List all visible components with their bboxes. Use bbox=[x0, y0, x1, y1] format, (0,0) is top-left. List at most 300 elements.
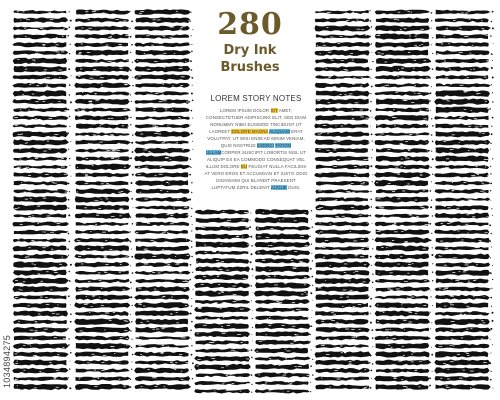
brush-speck bbox=[371, 43, 372, 44]
brush-gap bbox=[79, 52, 82, 53]
brush-gap bbox=[450, 305, 454, 306]
brush-stroke bbox=[376, 245, 429, 251]
brush-gap bbox=[466, 215, 469, 216]
brush-gap bbox=[209, 342, 213, 343]
brush-speck bbox=[372, 346, 373, 347]
brush-stroke bbox=[376, 319, 431, 325]
brush-speck bbox=[370, 256, 372, 258]
brush-stroke bbox=[254, 348, 308, 354]
brush-stroke bbox=[374, 376, 429, 382]
brush-speck bbox=[70, 361, 71, 362]
brush-gap bbox=[17, 59, 19, 60]
brush-gap bbox=[484, 296, 485, 297]
brush-gap bbox=[81, 110, 85, 111]
brush-gap bbox=[177, 142, 178, 143]
brush-speck bbox=[310, 391, 311, 392]
brush-stroke bbox=[254, 356, 310, 361]
brush-gap bbox=[411, 362, 414, 363]
brush-gap bbox=[426, 142, 427, 143]
brush-gap bbox=[233, 301, 237, 302]
brush-speck bbox=[190, 386, 191, 387]
brush-stroke bbox=[134, 384, 190, 390]
brush-gap bbox=[89, 102, 92, 103]
brush-gap bbox=[162, 232, 166, 233]
brush-gap bbox=[388, 345, 390, 346]
brush-gap bbox=[90, 231, 91, 232]
brush-gap bbox=[459, 378, 463, 379]
brush-gap bbox=[93, 69, 96, 70]
brush-gap bbox=[327, 12, 330, 13]
brush-gap bbox=[457, 208, 460, 209]
brush-gap bbox=[56, 37, 58, 38]
brush-stroke bbox=[316, 261, 371, 268]
brush-gap bbox=[116, 19, 119, 20]
brush-gap bbox=[270, 210, 271, 211]
brush-gap bbox=[42, 232, 43, 233]
brush-gap bbox=[203, 276, 206, 277]
brush-stroke bbox=[316, 90, 370, 96]
brush-gap bbox=[19, 149, 21, 150]
brush-gap bbox=[410, 297, 414, 298]
brush-gap bbox=[165, 158, 169, 159]
brush-gap bbox=[270, 245, 273, 246]
brush-speck bbox=[130, 296, 132, 298]
brush-stroke bbox=[75, 164, 130, 171]
brush-stroke bbox=[14, 66, 67, 72]
brush-gap bbox=[117, 281, 119, 282]
brush-gap bbox=[147, 369, 149, 370]
brush-gap bbox=[161, 328, 164, 329]
brush-gap bbox=[20, 109, 21, 110]
brush-gap bbox=[321, 378, 322, 379]
brush-gap bbox=[231, 350, 234, 351]
brush-gap bbox=[89, 101, 93, 102]
brush-stroke bbox=[134, 58, 190, 63]
brush-speck bbox=[131, 321, 132, 322]
brush-gap bbox=[351, 109, 353, 110]
brush-gap bbox=[285, 349, 286, 350]
brush-gap bbox=[263, 212, 264, 213]
brush-gap bbox=[393, 117, 397, 118]
brush-speck bbox=[370, 313, 371, 314]
brush-gap bbox=[61, 158, 64, 159]
brush-gap bbox=[20, 290, 22, 291]
brush-stroke bbox=[12, 222, 69, 227]
brush-gap bbox=[445, 78, 448, 79]
brush-stroke bbox=[434, 287, 491, 292]
highlighted-text: EU bbox=[240, 164, 248, 169]
brush-speck bbox=[191, 77, 193, 79]
brush-stroke bbox=[136, 107, 190, 112]
brush-speck bbox=[492, 279, 493, 280]
brush-speck bbox=[491, 53, 493, 55]
brush-gap bbox=[411, 354, 413, 355]
brush-gap bbox=[136, 78, 138, 79]
brush-gap bbox=[447, 207, 450, 208]
brush-gap bbox=[89, 28, 92, 29]
brush-gap bbox=[284, 284, 286, 285]
brush-gap bbox=[88, 20, 90, 21]
brush-gap bbox=[181, 27, 183, 28]
brush-gap bbox=[339, 94, 342, 95]
brush-gap bbox=[237, 236, 239, 237]
brush-gap bbox=[81, 264, 83, 265]
brush-gap bbox=[87, 363, 90, 364]
brush-speck bbox=[70, 264, 72, 266]
brush-speck bbox=[131, 191, 132, 192]
brush-stroke bbox=[255, 323, 311, 329]
brush-gap bbox=[327, 150, 330, 151]
brush-gap bbox=[156, 329, 159, 330]
brush-speck bbox=[70, 141, 71, 142]
brush-speck bbox=[70, 321, 72, 323]
brush-gap bbox=[153, 20, 156, 21]
brush-stroke bbox=[13, 343, 69, 349]
brush-gap bbox=[15, 280, 18, 281]
brush-speck bbox=[68, 183, 70, 185]
brush-gap bbox=[41, 281, 43, 282]
brush-gap bbox=[404, 167, 405, 168]
brush-gap bbox=[422, 238, 425, 239]
stock-id-watermark: 1034894275 bbox=[2, 334, 12, 388]
brush-gap bbox=[91, 354, 94, 355]
brush-stroke bbox=[314, 132, 369, 137]
brush-gap bbox=[294, 341, 296, 342]
brush-gap bbox=[453, 258, 457, 259]
brush-gap bbox=[485, 142, 486, 143]
brush-gap bbox=[170, 27, 174, 28]
brush-gap bbox=[451, 339, 454, 340]
brush-gap bbox=[353, 241, 357, 242]
brush-gap bbox=[464, 109, 466, 110]
brush-gap bbox=[394, 223, 396, 224]
brush-speck bbox=[312, 310, 313, 311]
brush-gap bbox=[307, 317, 308, 318]
brush-gap bbox=[462, 240, 464, 241]
brush-speck bbox=[67, 249, 69, 251]
brush-gap bbox=[34, 388, 36, 389]
brush-speck bbox=[191, 208, 192, 209]
brush-gap bbox=[237, 334, 241, 335]
brush-gap bbox=[157, 20, 161, 21]
brush-speck bbox=[191, 230, 192, 231]
brush-gap bbox=[460, 314, 462, 315]
brush-gap bbox=[197, 359, 200, 360]
brush-gap bbox=[20, 159, 21, 160]
brush-gap bbox=[388, 183, 391, 184]
brush-gap bbox=[411, 102, 414, 103]
brush-gap bbox=[338, 43, 341, 44]
brush-gap bbox=[487, 61, 488, 62]
brush-gap bbox=[187, 255, 190, 256]
brush-gap bbox=[30, 198, 32, 199]
brush-stroke bbox=[13, 147, 68, 153]
brush-speck bbox=[312, 374, 313, 375]
brush-speck bbox=[190, 167, 191, 168]
brush-stroke bbox=[75, 99, 130, 105]
brush-speck bbox=[490, 297, 492, 299]
brush-gap bbox=[88, 143, 89, 144]
brush-gap bbox=[377, 321, 379, 322]
brush-gap bbox=[28, 247, 30, 248]
brush-gap bbox=[95, 100, 98, 101]
brush-stroke bbox=[436, 131, 491, 137]
brush-gap bbox=[170, 159, 172, 160]
brush-gap bbox=[111, 216, 115, 217]
brush-speck bbox=[371, 69, 372, 70]
brush-stroke bbox=[374, 180, 428, 187]
brush-gap bbox=[23, 282, 26, 283]
brush-speck bbox=[430, 338, 431, 339]
brush-speck bbox=[70, 44, 71, 45]
brush-gap bbox=[471, 175, 475, 176]
brush-speck bbox=[311, 219, 312, 220]
brush-gap bbox=[319, 233, 320, 234]
brush-gap bbox=[470, 371, 474, 372]
brush-gap bbox=[221, 244, 223, 245]
brush-speck bbox=[311, 317, 312, 318]
brush-gap bbox=[416, 216, 418, 217]
brush-gap bbox=[179, 273, 182, 274]
brush-speck bbox=[370, 10, 371, 11]
brush-gap bbox=[154, 289, 156, 290]
brush-gap bbox=[138, 289, 141, 290]
brush-gap bbox=[449, 69, 451, 70]
brush-speck bbox=[191, 369, 192, 370]
brush-stroke bbox=[75, 196, 130, 202]
brush-speck bbox=[490, 339, 491, 340]
brush-gap bbox=[18, 321, 20, 322]
brush-gap bbox=[286, 358, 287, 359]
brush-gap bbox=[218, 293, 221, 294]
brush-gap bbox=[343, 290, 347, 291]
brush-speck bbox=[429, 100, 431, 102]
brush-gap bbox=[444, 61, 446, 62]
brush-gap bbox=[349, 281, 350, 282]
highlighted-text: TATION ULLAM bbox=[206, 143, 292, 155]
brush-speck bbox=[130, 165, 131, 166]
brush-speck bbox=[492, 215, 493, 216]
brush-speck bbox=[191, 110, 193, 112]
brush-stroke bbox=[255, 209, 309, 215]
brush-gap bbox=[409, 322, 413, 323]
brush-speck bbox=[191, 256, 192, 257]
brush-gap bbox=[99, 297, 100, 298]
brush-stroke bbox=[436, 26, 491, 31]
brush-gap bbox=[459, 142, 460, 143]
brush-gap bbox=[460, 85, 464, 86]
brush-gap bbox=[322, 247, 325, 248]
brush-gap bbox=[344, 198, 346, 199]
brush-stroke bbox=[374, 91, 430, 96]
brush-stroke bbox=[12, 116, 68, 121]
brush-stroke bbox=[195, 316, 249, 320]
brush-gap bbox=[333, 166, 337, 167]
brush-stroke bbox=[316, 197, 369, 201]
brush-gap bbox=[349, 363, 352, 364]
brush-speck bbox=[252, 275, 253, 276]
brush-gap bbox=[246, 227, 248, 228]
brush-stroke bbox=[74, 238, 130, 243]
brush-gap bbox=[463, 370, 465, 371]
brush-gap bbox=[179, 68, 183, 69]
brush-gap bbox=[351, 183, 354, 184]
brush-stroke bbox=[136, 286, 190, 292]
brush-gap bbox=[108, 231, 109, 232]
brush-gap bbox=[423, 305, 426, 306]
brush-stroke bbox=[75, 91, 129, 95]
brush-gap bbox=[47, 141, 49, 142]
brush-gap bbox=[395, 92, 397, 93]
brush-gap bbox=[181, 77, 185, 78]
brush-gap bbox=[197, 366, 199, 367]
title-line-2: Brushes bbox=[220, 60, 280, 75]
brush-gap bbox=[351, 329, 354, 330]
brush-gap bbox=[364, 314, 365, 315]
brush-gap bbox=[475, 247, 479, 248]
brush-stroke bbox=[315, 10, 369, 14]
brush-speck bbox=[191, 192, 192, 193]
brush-gap bbox=[320, 133, 322, 134]
brush-gap bbox=[152, 378, 156, 379]
brush-gap bbox=[409, 312, 413, 313]
brush-gap bbox=[361, 29, 365, 30]
brush-gap bbox=[382, 296, 386, 297]
brush-gap bbox=[123, 386, 124, 387]
brush-gap bbox=[65, 192, 68, 193]
brush-speck bbox=[489, 108, 491, 110]
brush-speck bbox=[189, 199, 191, 201]
brush-stroke bbox=[13, 360, 66, 366]
brush-gap bbox=[413, 68, 415, 69]
brush-gap bbox=[35, 321, 37, 322]
brush-speck bbox=[372, 223, 373, 224]
brush-speck bbox=[191, 182, 192, 183]
brush-gap bbox=[222, 333, 226, 334]
brush-gap bbox=[185, 280, 186, 281]
brush-gap bbox=[204, 252, 206, 253]
brush-gap bbox=[146, 94, 150, 95]
brush-stroke bbox=[14, 295, 67, 300]
brush-gap bbox=[49, 12, 52, 13]
brush-gap bbox=[140, 354, 142, 355]
brush-gap bbox=[392, 224, 396, 225]
brush-gap bbox=[82, 28, 84, 29]
brush-stroke bbox=[14, 377, 69, 381]
brush-gap bbox=[319, 223, 321, 224]
brush-stroke bbox=[13, 124, 68, 128]
brush-stroke bbox=[434, 367, 489, 373]
brush-speck bbox=[251, 392, 252, 393]
brush-gap bbox=[376, 35, 380, 36]
brush-gap bbox=[317, 45, 318, 46]
brush-gap bbox=[42, 101, 45, 102]
brush-gap bbox=[247, 244, 251, 245]
brush-speck bbox=[191, 241, 192, 242]
brush-gap bbox=[179, 354, 182, 355]
brush-stroke bbox=[134, 42, 190, 47]
brush-stroke bbox=[13, 75, 69, 80]
brush-speck bbox=[69, 11, 70, 12]
brush-gap bbox=[334, 370, 338, 371]
brush-gap bbox=[77, 167, 78, 168]
brush-gap bbox=[335, 126, 336, 127]
brush-stroke bbox=[434, 360, 490, 366]
brush-gap bbox=[40, 28, 43, 29]
brush-speck bbox=[130, 124, 131, 125]
brush-gap bbox=[481, 28, 484, 29]
brush-gap bbox=[267, 318, 268, 319]
brush-gap bbox=[169, 37, 172, 38]
brush-stroke bbox=[255, 340, 310, 345]
brush-gap bbox=[50, 232, 54, 233]
brush-speck bbox=[370, 355, 372, 357]
brush-gap bbox=[415, 313, 417, 314]
brush-gap bbox=[138, 167, 140, 168]
brush-speck bbox=[311, 325, 313, 327]
brush-gap bbox=[450, 296, 454, 297]
brush-gap bbox=[140, 11, 144, 12]
brush-gap bbox=[18, 208, 20, 209]
brush-speck bbox=[489, 240, 491, 242]
brush-speck bbox=[191, 306, 192, 307]
brush-stroke bbox=[13, 58, 68, 64]
brush-gap bbox=[441, 44, 443, 45]
brush-stroke bbox=[375, 302, 429, 308]
brush-stroke bbox=[375, 287, 430, 292]
brush-gap bbox=[122, 126, 125, 127]
brush-gap bbox=[290, 343, 293, 344]
brush-speck bbox=[431, 254, 433, 256]
brush-speck bbox=[491, 84, 492, 85]
brush-gap bbox=[395, 19, 398, 20]
brush-speck bbox=[250, 220, 251, 221]
brush-gap bbox=[414, 370, 417, 371]
brush-stroke bbox=[13, 172, 68, 178]
brush-gap bbox=[402, 346, 404, 347]
brush-gap bbox=[427, 151, 428, 152]
brush-gap bbox=[337, 141, 340, 142]
brush-gap bbox=[46, 271, 48, 272]
brush-gap bbox=[446, 386, 448, 387]
brush-stroke bbox=[14, 165, 68, 169]
brush-gap bbox=[119, 216, 121, 217]
brush-speck bbox=[490, 173, 491, 174]
brush-gap bbox=[391, 347, 393, 348]
brush-gap bbox=[183, 281, 187, 282]
brush-gap bbox=[416, 134, 419, 135]
brush-gap bbox=[174, 208, 175, 209]
brush-gap bbox=[145, 167, 147, 168]
brush-speck bbox=[430, 110, 431, 111]
brush-gap bbox=[85, 175, 88, 176]
brush-gap bbox=[276, 301, 279, 302]
brush-gap bbox=[474, 198, 478, 199]
brush-stroke bbox=[316, 327, 370, 333]
brush-speck bbox=[372, 239, 373, 240]
brush-gap bbox=[23, 12, 25, 13]
brush-speck bbox=[191, 44, 192, 45]
brush-speck bbox=[430, 312, 431, 313]
brush-gap bbox=[486, 35, 489, 36]
brush-speck bbox=[69, 191, 70, 192]
brush-stroke bbox=[435, 213, 490, 219]
brush-gap bbox=[485, 167, 486, 168]
brush-speck bbox=[372, 149, 373, 150]
brush-gap bbox=[366, 223, 368, 224]
brush-stroke bbox=[374, 262, 428, 268]
brush-stroke bbox=[136, 222, 190, 226]
